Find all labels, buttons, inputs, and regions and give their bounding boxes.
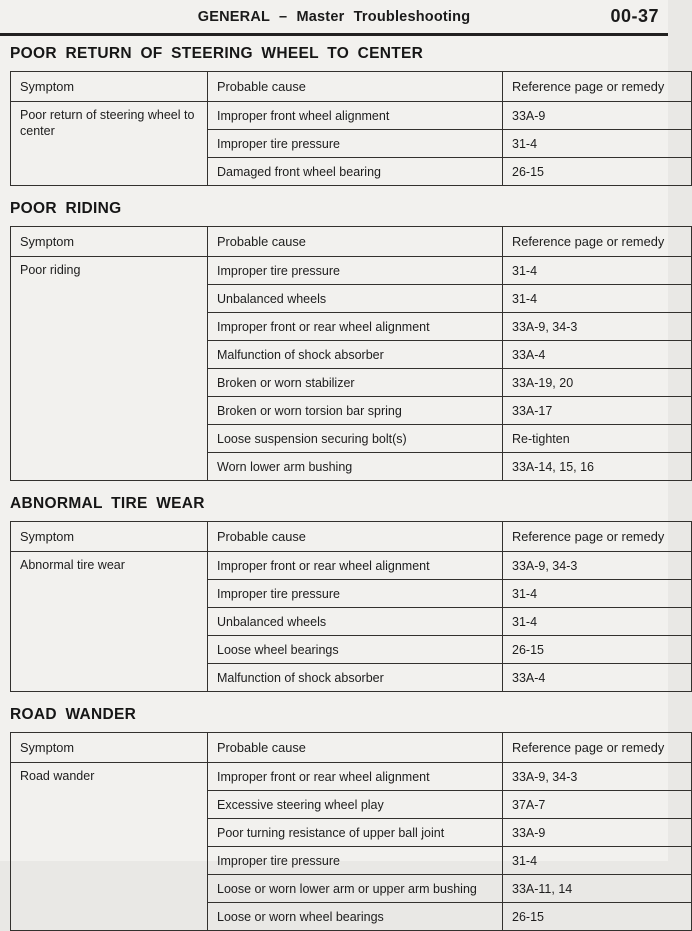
cause-cell: Unbalanced wheels bbox=[208, 608, 503, 636]
column-header-reference: Reference page or remedy bbox=[503, 227, 692, 257]
reference-cell: 31-4 bbox=[503, 608, 692, 636]
column-header-cause: Probable cause bbox=[208, 733, 503, 763]
sections-container bbox=[0, 45, 668, 931]
cause-cell: Unbalanced wheels bbox=[208, 285, 503, 313]
cause-cell: Damaged front wheel bearing bbox=[208, 158, 503, 186]
troubleshooting-table bbox=[10, 732, 692, 931]
cause-cell: Improper front or rear wheel alignment bbox=[208, 552, 503, 580]
cause-cell: Malfunction of shock absorber bbox=[208, 664, 503, 692]
reference-cell: 31-4 bbox=[503, 847, 692, 875]
header-title: GENERAL – Master Troubleshooting bbox=[197, 9, 471, 25]
cause-cell: Poor turning resistance of upper ball joint bbox=[208, 819, 503, 847]
cause-cell: Malfunction of shock absorber bbox=[208, 341, 503, 369]
section-heading: ROAD WANDER bbox=[10, 706, 137, 723]
cause-cell: Improper front wheel alignment bbox=[208, 102, 503, 130]
section-heading: ABNORMAL TIRE WEAR bbox=[10, 495, 205, 512]
reference-cell: 31-4 bbox=[503, 580, 692, 608]
cause-cell: Improper tire pressure bbox=[208, 130, 503, 158]
reference-cell: 33A-9 bbox=[503, 102, 692, 130]
table-header-row bbox=[11, 522, 692, 552]
table-row bbox=[11, 552, 692, 580]
column-header-symptom: Symptom bbox=[11, 522, 208, 552]
table-row bbox=[11, 257, 692, 285]
reference-cell: 33A-4 bbox=[503, 341, 692, 369]
reference-cell: 33A-4 bbox=[503, 664, 692, 692]
column-header-reference: Reference page or remedy bbox=[503, 72, 692, 102]
cause-cell: Improper tire pressure bbox=[208, 580, 503, 608]
troubleshooting-section bbox=[10, 706, 668, 931]
table-header-row bbox=[11, 733, 692, 763]
cause-cell: Loose or worn wheel bearings bbox=[208, 903, 503, 931]
header-rule bbox=[0, 33, 668, 36]
symptom-cell: Poor riding bbox=[11, 257, 208, 481]
cause-cell: Improper tire pressure bbox=[208, 257, 503, 285]
reference-cell: 31-4 bbox=[503, 257, 692, 285]
table-header-row bbox=[11, 72, 692, 102]
page-header bbox=[0, 0, 668, 36]
troubleshooting-section bbox=[10, 200, 668, 481]
cause-cell: Improper tire pressure bbox=[208, 847, 503, 875]
symptom-cell: Abnormal tire wear bbox=[11, 552, 208, 692]
column-header-reference: Reference page or remedy bbox=[503, 733, 692, 763]
column-header-reference: Reference page or remedy bbox=[503, 522, 692, 552]
column-header-cause: Probable cause bbox=[208, 522, 503, 552]
cause-cell: Improper front or rear wheel alignment bbox=[208, 763, 503, 791]
reference-cell: 33A-14, 15, 16 bbox=[503, 453, 692, 481]
reference-cell: Re-tighten bbox=[503, 425, 692, 453]
table-row bbox=[11, 102, 692, 130]
reference-cell: 33A-17 bbox=[503, 397, 692, 425]
troubleshooting-table bbox=[10, 521, 692, 692]
cause-cell: Broken or worn stabilizer bbox=[208, 369, 503, 397]
section-heading: POOR RETURN OF STEERING WHEEL TO CENTER bbox=[10, 45, 424, 62]
reference-cell: 26-15 bbox=[503, 903, 692, 931]
cause-cell: Worn lower arm bushing bbox=[208, 453, 503, 481]
table-row bbox=[11, 763, 692, 791]
reference-cell: 26-15 bbox=[503, 636, 692, 664]
reference-cell: 33A-9, 34-3 bbox=[503, 763, 692, 791]
symptom-cell: Poor return of steering wheel to center bbox=[11, 102, 208, 186]
column-header-symptom: Symptom bbox=[11, 733, 208, 763]
reference-cell: 31-4 bbox=[503, 130, 692, 158]
reference-cell: 33A-19, 20 bbox=[503, 369, 692, 397]
reference-cell: 37A-7 bbox=[503, 791, 692, 819]
reference-cell: 33A-9, 34-3 bbox=[503, 552, 692, 580]
column-header-symptom: Symptom bbox=[11, 72, 208, 102]
troubleshooting-table bbox=[10, 226, 692, 481]
cause-cell: Improper front or rear wheel alignment bbox=[208, 313, 503, 341]
cause-cell: Loose wheel bearings bbox=[208, 636, 503, 664]
cause-cell: Excessive steering wheel play bbox=[208, 791, 503, 819]
column-header-cause: Probable cause bbox=[208, 72, 503, 102]
cause-cell: Loose or worn lower arm or upper arm bushing bbox=[208, 875, 503, 903]
reference-cell: 26-15 bbox=[503, 158, 692, 186]
reference-cell: 33A-9, 34-3 bbox=[503, 313, 692, 341]
symptom-cell: Road wander bbox=[11, 763, 208, 931]
page-number: 00-37 bbox=[610, 6, 659, 26]
section-heading: POOR RIDING bbox=[10, 200, 122, 217]
column-header-symptom: Symptom bbox=[11, 227, 208, 257]
troubleshooting-section bbox=[10, 45, 668, 186]
reference-cell: 31-4 bbox=[503, 285, 692, 313]
column-header-cause: Probable cause bbox=[208, 227, 503, 257]
reference-cell: 33A-9 bbox=[503, 819, 692, 847]
cause-cell: Loose suspension securing bolt(s) bbox=[208, 425, 503, 453]
troubleshooting-table bbox=[10, 71, 692, 186]
table-header-row bbox=[11, 227, 692, 257]
troubleshooting-section bbox=[10, 495, 668, 692]
reference-cell: 33A-11, 14 bbox=[503, 875, 692, 903]
cause-cell: Broken or worn torsion bar spring bbox=[208, 397, 503, 425]
